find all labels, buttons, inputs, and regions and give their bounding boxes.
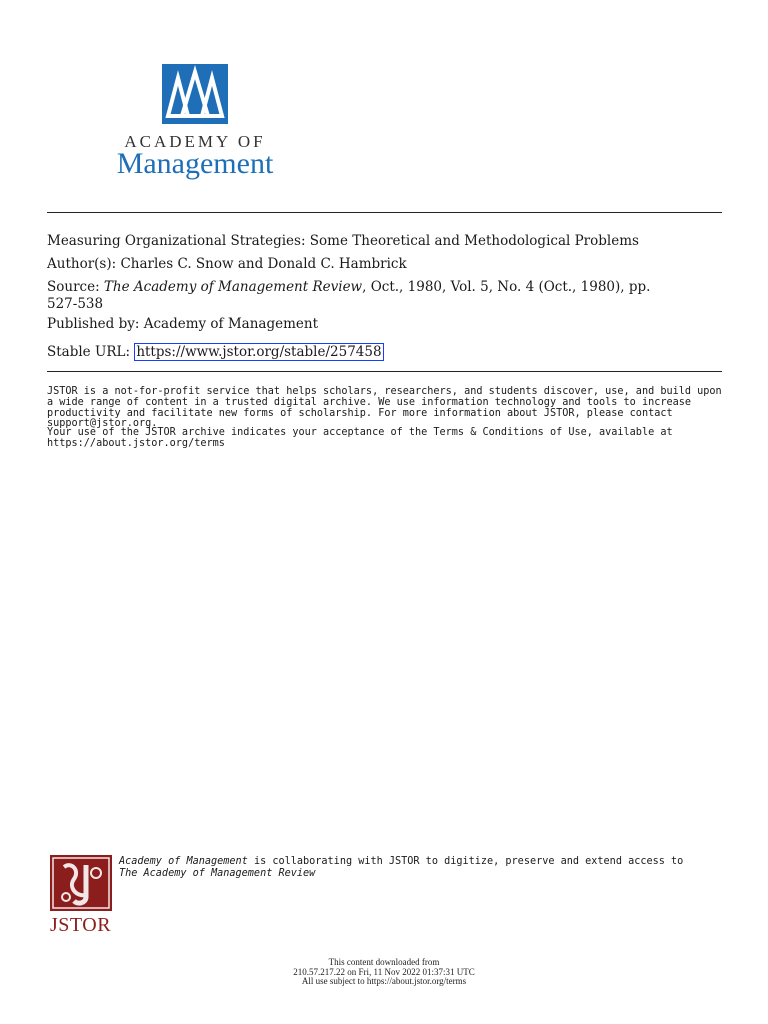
academy-of-management-logo (103, 64, 287, 184)
jstor-notice-2: Your use of the JSTOR archive indicates your acceptance of the Terms & Conditions of Use, available at https://about.jstor.org/terms (47, 427, 673, 449)
jstor-notice-1: JSTOR is a not-for-profit service that helps scholars, researchers, and students discover, use, and build upon a wide range of content in a trusted digital archive. We use information technology and tools to increase productivity and facilitate new forms of scholarship. For more information about JSTOR, please contact support@jstor.org. (47, 386, 722, 430)
mountain-logo-icon (162, 64, 228, 124)
source-pages: 527-538 (47, 296, 104, 312)
stable-url-link[interactable]: https://www.jstor.org/stable/257458 (136, 344, 382, 360)
jstor-logo (50, 855, 114, 939)
stable-url-label: Stable URL: (47, 344, 135, 360)
source-journal: The Academy of Management Review (103, 279, 363, 295)
article-title: Measuring Organizational Strategies: Some Theoretical and Methodological Problems (47, 233, 639, 249)
collab-journal: The Academy of Management Review (119, 867, 316, 879)
middle-divider (47, 371, 722, 372)
stable-url-line (47, 344, 717, 361)
collab-text: is collaborating with JSTOR to digitize, preserve and extend access to (247, 856, 684, 867)
article-source (47, 279, 717, 313)
download-footer (234, 958, 534, 987)
top-divider (47, 212, 722, 213)
logo-line2: Management (116, 147, 274, 180)
jstor-wordmark: JSTOR (50, 914, 112, 936)
source-rest: , Oct., 1980, Vol. 5, No. 4 (Oct., 1980), pp. (362, 279, 651, 295)
logo-line1: ACADEMY OF (124, 132, 266, 151)
collab-org: Academy of Management (119, 856, 248, 867)
article-authors: Author(s): Charles C. Snow and Donald C. Hambrick (47, 256, 407, 272)
jstor-seal-icon (50, 855, 112, 911)
published-by: Published by: Academy of Management (47, 316, 318, 332)
source-prefix: Source: (47, 279, 104, 295)
footer-line3: All use subject to https://about.jstor.org/terms (301, 976, 467, 987)
footer-line1: This content downloaded from (328, 957, 440, 967)
collaboration-note (119, 856, 719, 879)
footer-line2: 210.57.217.22 on Fri, 11 Nov 2022 01:37:31 UTC (293, 966, 475, 977)
